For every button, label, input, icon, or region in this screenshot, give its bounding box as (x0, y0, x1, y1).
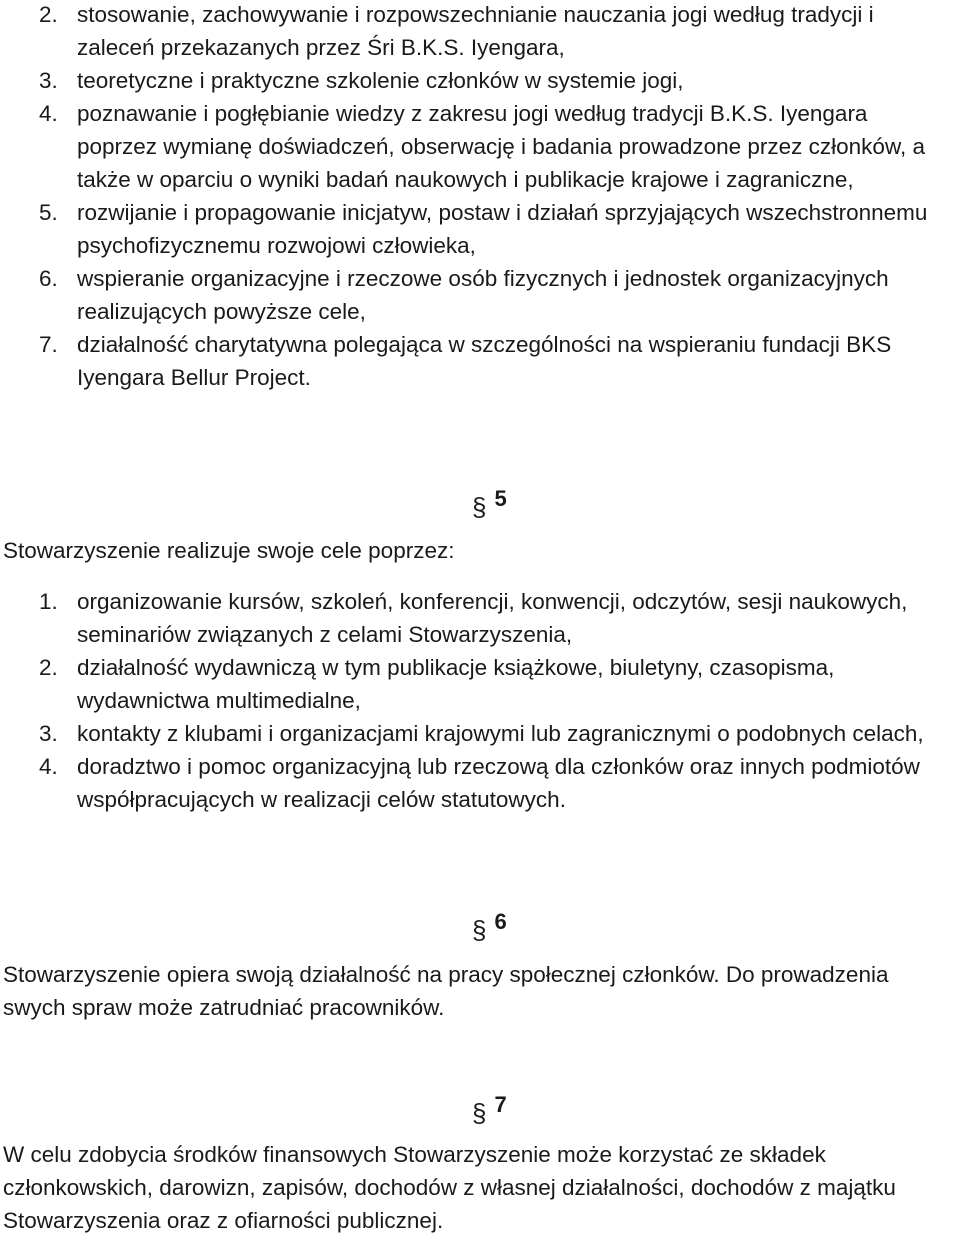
section-5-intro: Stowarzyszenie realizuje swoje cele poprzez: (3, 538, 455, 563)
section-number: 7 (494, 1092, 507, 1117)
section-7-text: W celu zdobycia środków finansowych Stowarzyszenie może korzystać ze składek członkowskich, darowizn, zapisów, dochodów z własnej działalności, dochodów z majątku Stowarzyszenia oraz z ofiarności publicznej. (3, 1142, 896, 1233)
list-item-text: kontakty z klubami i organizacjami krajowymi lub zagranicznymi o podobnych celach, (77, 721, 924, 746)
list-item-text: rozwijanie i propagowanie inicjatyw, postaw i działań sprzyjających wszechstronnemu psychofizycznemu rozwojowi człowieka, (77, 200, 928, 258)
section-sign: § (472, 492, 487, 522)
section-heading-5 (472, 482, 507, 522)
section-6-text: Stowarzyszenie opiera swoją działalność na pracy społecznej członków. Do prowadzenia swych spraw może zatrudniać pracowników. (3, 962, 889, 1020)
list-item (0, 717, 960, 750)
list-item-number: 1. (39, 589, 58, 614)
list-item (0, 97, 960, 196)
list-item-number: 6. (39, 266, 58, 291)
list-item-number: 3. (39, 721, 58, 746)
list-item-text: działalność wydawniczą w tym publikacje książkowe, biuletyny, czasopisma, wydawnictwa multimedialne, (77, 655, 835, 713)
section-heading-6 (472, 905, 507, 945)
list-item (0, 328, 960, 394)
list-item-number: 2. (39, 2, 58, 27)
list-item-text: poznawanie i pogłębianie wiedzy z zakresu jogi według tradycji B.K.S. Iyengara poprzez wymianę doświadczeń, obserwację i badania prowadzone przez członków, a także w oparciu o wyniki badań naukowych i publikacje krajowe i zagraniczne, (77, 101, 925, 192)
list-item-number: 4. (39, 101, 58, 126)
section-heading-7 (472, 1088, 507, 1128)
list-item (0, 651, 960, 717)
means-list (0, 585, 960, 816)
list-item-number: 4. (39, 754, 58, 779)
list-item-text: organizowanie kursów, szkoleń, konferencji, konwencji, odczytów, sesji naukowych, seminariów związanych z celami Stowarzyszenia, (77, 589, 908, 647)
list-item (0, 262, 960, 328)
list-item (0, 750, 960, 816)
list-item (0, 64, 960, 97)
section-sign: § (472, 1098, 487, 1128)
list-item (0, 196, 960, 262)
list-item (0, 585, 960, 651)
section-number: 5 (494, 486, 507, 511)
list-item-text: działalność charytatywna polegająca w szczególności na wspieraniu fundacji BKS Iyengara Bellur Project. (77, 332, 892, 390)
list-item-number: 3. (39, 68, 58, 93)
list-item-number: 7. (39, 332, 58, 357)
section-sign: § (472, 915, 487, 945)
list-item-text: stosowanie, zachowywanie i rozpowszechnianie nauczania jogi według tradycji i zaleceń przekazanych przez Śri B.K.S. Iyengara, (77, 2, 874, 60)
section-number: 6 (494, 909, 507, 934)
list-item-text: teoretyczne i praktyczne szkolenie członków w systemie jogi, (77, 68, 684, 93)
list-item (0, 0, 960, 64)
list-item-text: doradztwo i pomoc organizacyjną lub rzeczową dla członków oraz innych podmiotów współpracujących w realizacji celów statutowych. (77, 754, 920, 812)
list-item-number: 2. (39, 655, 58, 680)
goals-list (0, 0, 960, 394)
list-item-text: wspieranie organizacyjne i rzeczowe osób fizycznych i jednostek organizacyjnych realizujących powyższe cele, (77, 266, 889, 324)
list-item-number: 5. (39, 200, 58, 225)
